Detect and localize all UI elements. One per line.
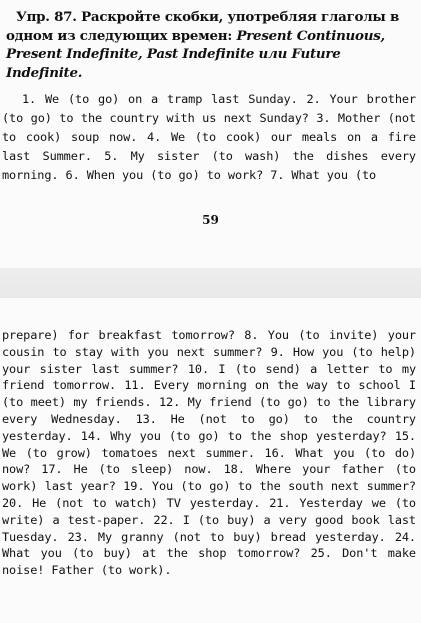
exercise-heading (6, 8, 413, 82)
exercise-number: Упр. 87. (16, 9, 77, 25)
page-number: 59 (202, 213, 219, 227)
exercise-tenses: Present Continuous, Present Indefinite, Past Indefinite или Future Indefinite. (6, 27, 385, 81)
exercise-text-top: 1. We (to go) on a tramp last Sunday. 2. Your brother (to go) to the country with us next Sunday? 3. Mother (not to cook) soup now. 4. We (to cook) our meals on a fire last Summer. 5. My sister (to wash) the dishes every morning. 6. When you (to go) to work? 7. What you (to (2, 92, 416, 182)
exercise-instruction: Раскройте скобки, употребляя глаголы в одном из следующих времен: (6, 9, 400, 44)
exercise-text-bottom: prepare) for breakfast tomorrow? 8. You (to invite) your cousin to stay with you next summer? 9. How you (to help) your sister last summer? 10. I (to send) a letter to my friend tomorrow. 11. Every morning on the way to school I (to meet) my friends. 12. My friend (to go) to the library every Wednesday. 13. He (not to go) to the country yesterday. 14. Why you (to go) to the shop yesterday? 15. We (to grow) tomatoes next summer. 16. What you (to do) now? 17. He (to sleep) now. 18. Where your father (to work) last year? 19. You (to go) to the south next summer? 20. He (not to watch) TV yesterday. 21. Yesterday we (to write) a test-paper. 22. I (to buy) a very good book last Tuesday. 23. My granny (not to buy) bread yesterday. 24. What you (to buy) at the shop tomorrow? 25. Don't make noise! Father (to work). (2, 328, 416, 578)
page-gap (0, 268, 421, 298)
